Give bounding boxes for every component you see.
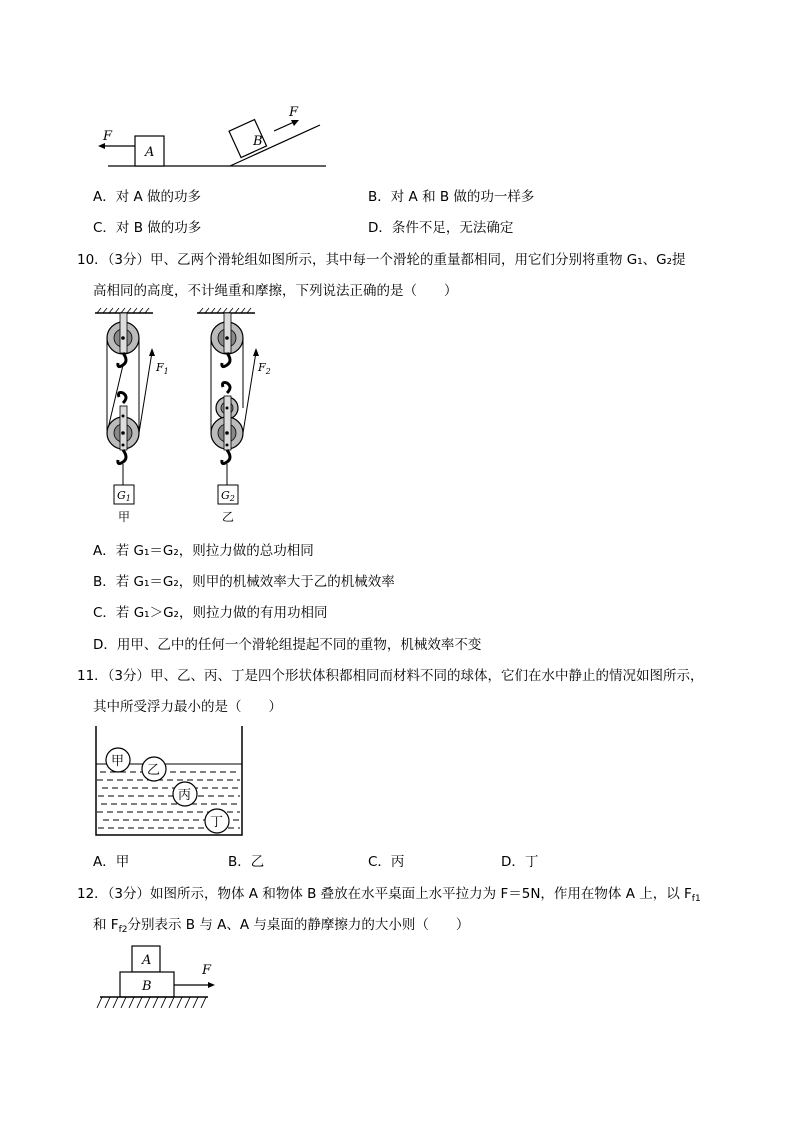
q11-ball-bing-label: 丙 — [178, 788, 192, 803]
q11-figure — [92, 724, 247, 839]
q10-label-f2: $F_2$ — [258, 361, 271, 376]
q10-option-b: B．若 G₁＝G₂，则甲的机械效率大于乙的机械效率 — [93, 574, 395, 590]
q10-label-f1: $F_1$ — [156, 361, 169, 376]
q12-stem-pre: 和 F — [93, 917, 119, 933]
q11-ball-jia-label: 甲 — [111, 754, 125, 769]
q11-option-c: C．丙 — [368, 854, 405, 870]
q11-option-a: A．甲 — [93, 854, 130, 870]
q11-ball-yi-label: 乙 — [147, 763, 161, 778]
q12-stem-rest: 分别表示 B 与 A、A 与桌面的静摩擦力的大小则（ ） — [127, 917, 470, 933]
q12-arrowhead-f — [208, 982, 215, 988]
q9-option-b: B．对 A 和 B 做的功一样多 — [368, 189, 535, 205]
q11-option-d: D．丁 — [501, 854, 539, 870]
q11-stem-line2: 其中所受浮力最小的是（ ） — [93, 699, 282, 715]
q12-ground-hatch — [97, 997, 206, 1008]
q9-label-fb: F — [289, 105, 299, 120]
q10-caption-jia: 甲 — [118, 510, 131, 524]
q10-label-g1: G1 — [117, 489, 131, 503]
q10-option-d: D．用甲、乙中的任何一个滑轮组提起不同的重物，机械效率不变 — [93, 637, 482, 653]
q9-option-d: D．条件不足，无法确定 — [368, 220, 514, 236]
q10-option-a: A．若 G₁＝G₂，则拉力做的总功相同 — [93, 543, 314, 559]
q10-caption-yi: 乙 — [222, 510, 235, 524]
q12-stem-line2 — [93, 913, 469, 933]
q9-label-b: B — [253, 134, 263, 149]
q9-option-a: A．对 A 做的功多 — [93, 189, 202, 205]
q10-label-g2: G2 — [221, 489, 235, 503]
q11-option-b: B．乙 — [228, 854, 265, 870]
q10-option-c: C．若 G₁＞G₂，则拉力做的有用功相同 — [93, 605, 328, 621]
q9-label-a: A — [145, 145, 155, 160]
q12-sub-f2: f2 — [118, 925, 128, 935]
q10-stem-line1: 10．（3分）甲、乙两个滑轮组如图所示，其中每一个滑轮的重量都相同，用它们分别将重物 G₁、G₂提 — [77, 252, 686, 268]
q11-ball-ding-label: 丁 — [210, 815, 224, 830]
q12-sub-f1: f1 — [691, 894, 701, 904]
q9-arrow-b — [274, 122, 294, 131]
q9-label-fa: F — [103, 129, 113, 144]
q12-figure — [96, 944, 226, 1014]
q12-stem-line1 — [77, 882, 701, 902]
q10-stem-line2: 高相同的高度，不计绳重和摩擦，下列说法正确的是（ ） — [93, 283, 458, 299]
q12-stem-text: 12．（3分）如图所示，物体 A 和物体 B 叠放在水平桌面上水平拉力为 F＝5N，作用在物体 A 上，以 F — [77, 886, 692, 902]
q10-figure — [90, 308, 290, 526]
q9-option-c: C．对 B 做的功多 — [93, 220, 202, 236]
q12-label-f: F — [202, 963, 212, 978]
q12-label-b: B — [142, 979, 152, 994]
q9-figure — [90, 98, 340, 173]
q11-stem-line1: 11．（3分）甲、乙、丙、丁是四个形状体积都相同而材料不同的球体，它们在水中静止的情况如图所示， — [77, 668, 704, 684]
q12-label-a: A — [142, 953, 152, 968]
